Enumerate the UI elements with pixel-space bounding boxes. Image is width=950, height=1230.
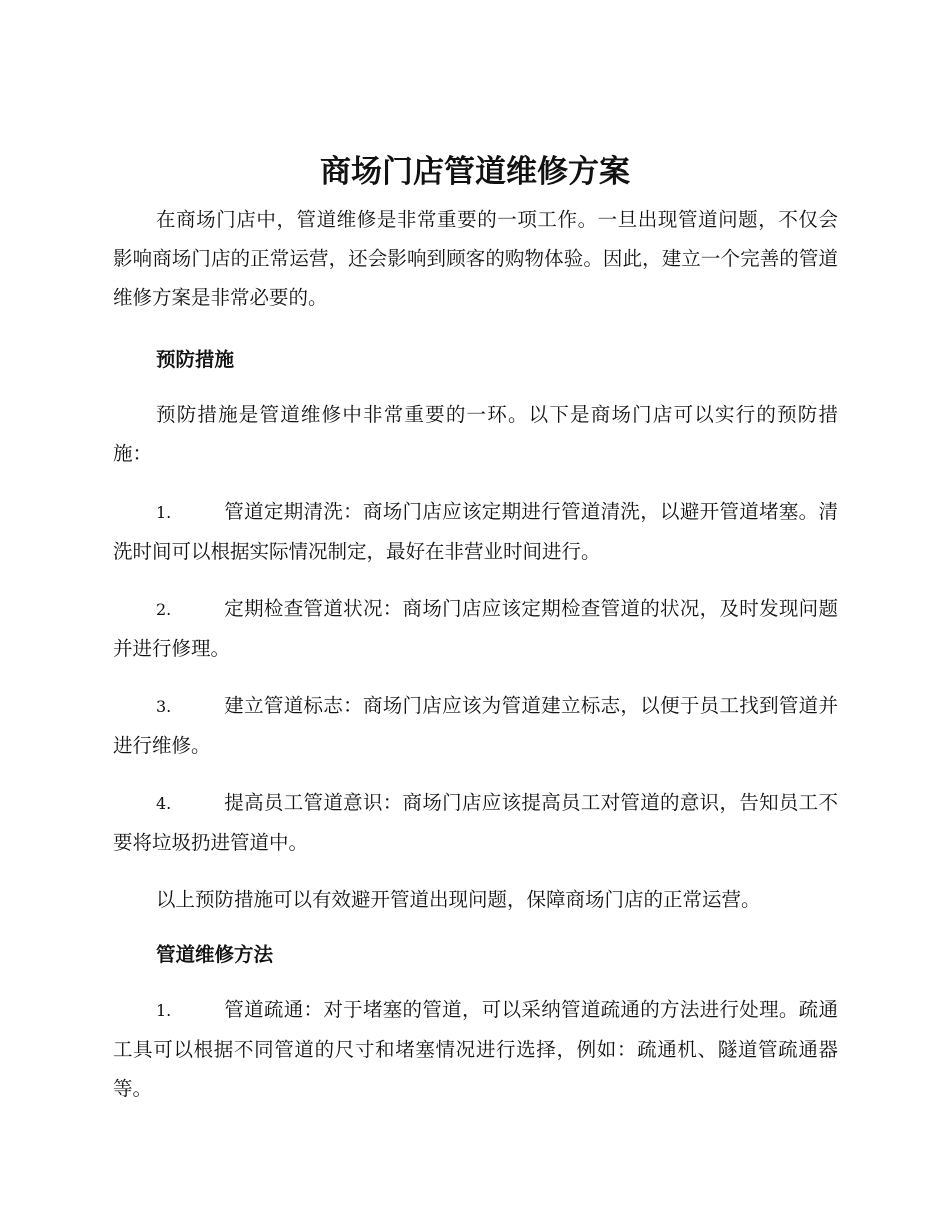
- list-number: 1.: [156, 1001, 172, 1020]
- list-item-text: 管道疏通：对于堵塞的管道，可以采纳管道疏通的方法进行处理。疏通工具可以根据不同管道的尺寸和堵塞情况进行选择，例如：疏通机、隧道管疏通器等。: [113, 998, 838, 1100]
- list-item-text: 定期检查管道状况：商场门店应该定期检查管道的状况，及时发现问题并进行修理。: [113, 597, 838, 660]
- prevention-item-2: [113, 589, 838, 668]
- prevention-item-1: [113, 492, 838, 571]
- intro-paragraph: 在商场门店中，管道维修是非常重要的一项工作。一旦出现管道问题，不仅会影响商场门店的正常运营，还会影响到顾客的购物体验。因此，建立一个完善的管道维修方案是非常必要的。: [113, 208, 838, 309]
- prevention-lead-paragraph: 预防措施是管道维修中非常重要的一环。以下是商场门店可以实行的预防措施：: [113, 403, 838, 465]
- prevention-item-3: [113, 686, 838, 765]
- list-number: 4.: [156, 794, 172, 813]
- section-heading-repair-methods: 管道维修方法: [156, 943, 274, 966]
- list-item-text: 管道定期清洗：商场门店应该定期进行管道清洗，以避开管道堵塞。清洗时间可以根据实际情况制定，最好在非营业时间进行。: [113, 500, 838, 563]
- list-number: 3.: [156, 697, 172, 716]
- prevention-item-4: [113, 783, 838, 862]
- section-heading-prevention: 预防措施: [156, 348, 235, 371]
- list-item-text: 提高员工管道意识：商场门店应该提高员工对管道的意识，告知员工不要将垃圾扔进管道中。: [113, 791, 838, 854]
- list-number: 2.: [156, 600, 172, 619]
- document-title: 商场门店管道维修方案: [320, 154, 630, 190]
- list-number: 1.: [156, 503, 172, 522]
- repair-method-item-1: [113, 990, 838, 1108]
- prevention-closing-paragraph: 以上预防措施可以有效避开管道出现问题，保障商场门店的正常运营。: [156, 888, 761, 911]
- list-item-text: 建立管道标志：商场门店应该为管道建立标志，以便于员工找到管道并进行维修。: [113, 694, 838, 757]
